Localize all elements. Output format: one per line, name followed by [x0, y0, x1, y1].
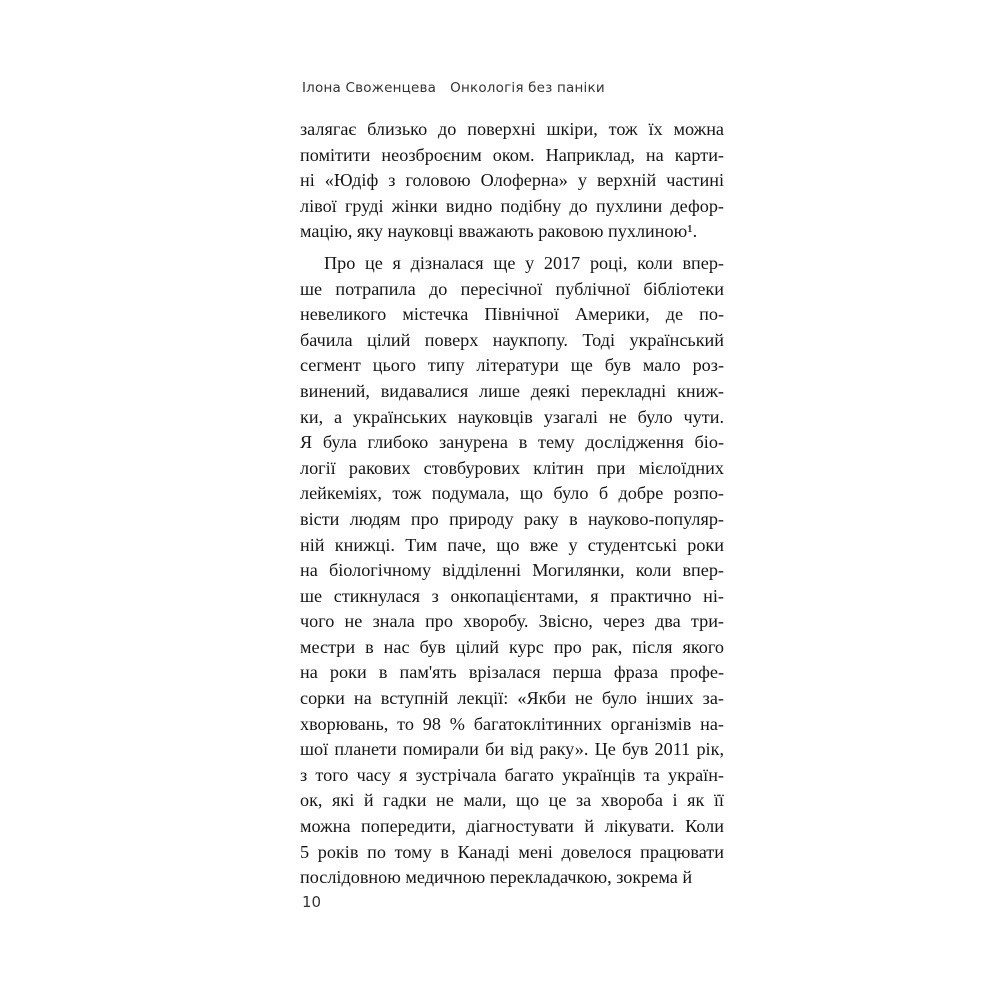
text-line: местри в нас був цілий курс про рак, після якого: [300, 636, 724, 657]
text-line: винений, видавалися лише деякі перекладні книж-: [300, 380, 724, 401]
text-line: невеликого містечка Північної Америки, де по-: [300, 304, 724, 325]
text-line: з того часу я зустрічала багато українців та україн-: [300, 764, 724, 785]
text-line: бачила цілий поверх наукпопу. Тоді український: [300, 329, 724, 350]
text-line: Я була глибоко занурена в тему дослідження біо-: [300, 432, 724, 453]
text-line: ок, які й гадки не мали, що це за хвороба і як її: [300, 790, 724, 811]
text-line: залягає близько до поверхні шкіри, тож їх можна: [300, 119, 724, 139]
text-line: можна попередити, діагностувати й лікувати. Коли: [300, 816, 724, 837]
text-line: логії ракових стовбурових клітин при мієлоїдних: [300, 457, 724, 478]
page-number: 10: [302, 893, 322, 911]
text-line: ше стикнулася з онкопацієнтами, я практично ні-: [300, 585, 724, 606]
paragraph: [300, 117, 724, 245]
text-line: Про це я дізналася ще у 2017 році, коли впер-: [324, 252, 724, 273]
text-line: чого не знала про хворобу. Звісно, через два три-: [300, 611, 724, 632]
text-line: на роки в пам'ять врізалася перша фраза профе-: [300, 662, 724, 683]
body-text: [300, 117, 724, 891]
text-line: мацію, яку науковці вважають раковою пухлиною¹.: [300, 221, 698, 242]
paragraph: [300, 251, 724, 891]
running-head-author: Ілона Своженцева: [302, 80, 437, 96]
text-line: лейкеміях, тож подумала, що було б добре розпо-: [300, 483, 724, 504]
text-line: ше потрапила до пересічної публічної бібліотеки: [300, 278, 724, 299]
text-line: хворювань, то 98 % багатоклітинних організмів на-: [300, 713, 724, 734]
text-line: на біологічному відділенні Могилянки, коли впер-: [300, 560, 724, 581]
text-line: помітити неозброєним оком. Наприклад, на карти-: [300, 144, 724, 165]
text-line: ній книжці. Тим паче, що вже у студентські роки: [300, 534, 724, 555]
text-line: сорки на вступній лекції: «Якби не було інших за-: [300, 688, 724, 709]
text-line: 5 років по тому в Канаді мені довелося працювати: [300, 841, 724, 862]
text-line: шої планети помирали би від раку». Це був 2011 рік,: [300, 739, 724, 760]
text-line: ки, а українських науковців узагалі не було чути.: [300, 406, 724, 427]
running-head: [302, 80, 605, 96]
text-line: послідовною медичною перекладачкою, зокрема й: [300, 867, 693, 888]
running-head-title: Онкологія без паніки: [450, 80, 605, 96]
text-line: сегмент цього типу літератури ще був мало роз-: [300, 355, 724, 376]
text-line: лівої груді жінки видно подібну до пухлини дефор-: [300, 195, 724, 216]
text-line: ні «Юдіф з головою Олоферна» у верхній частині: [300, 170, 724, 191]
text-line: вісти людям про природу раку в науково-популяр-: [300, 508, 724, 529]
